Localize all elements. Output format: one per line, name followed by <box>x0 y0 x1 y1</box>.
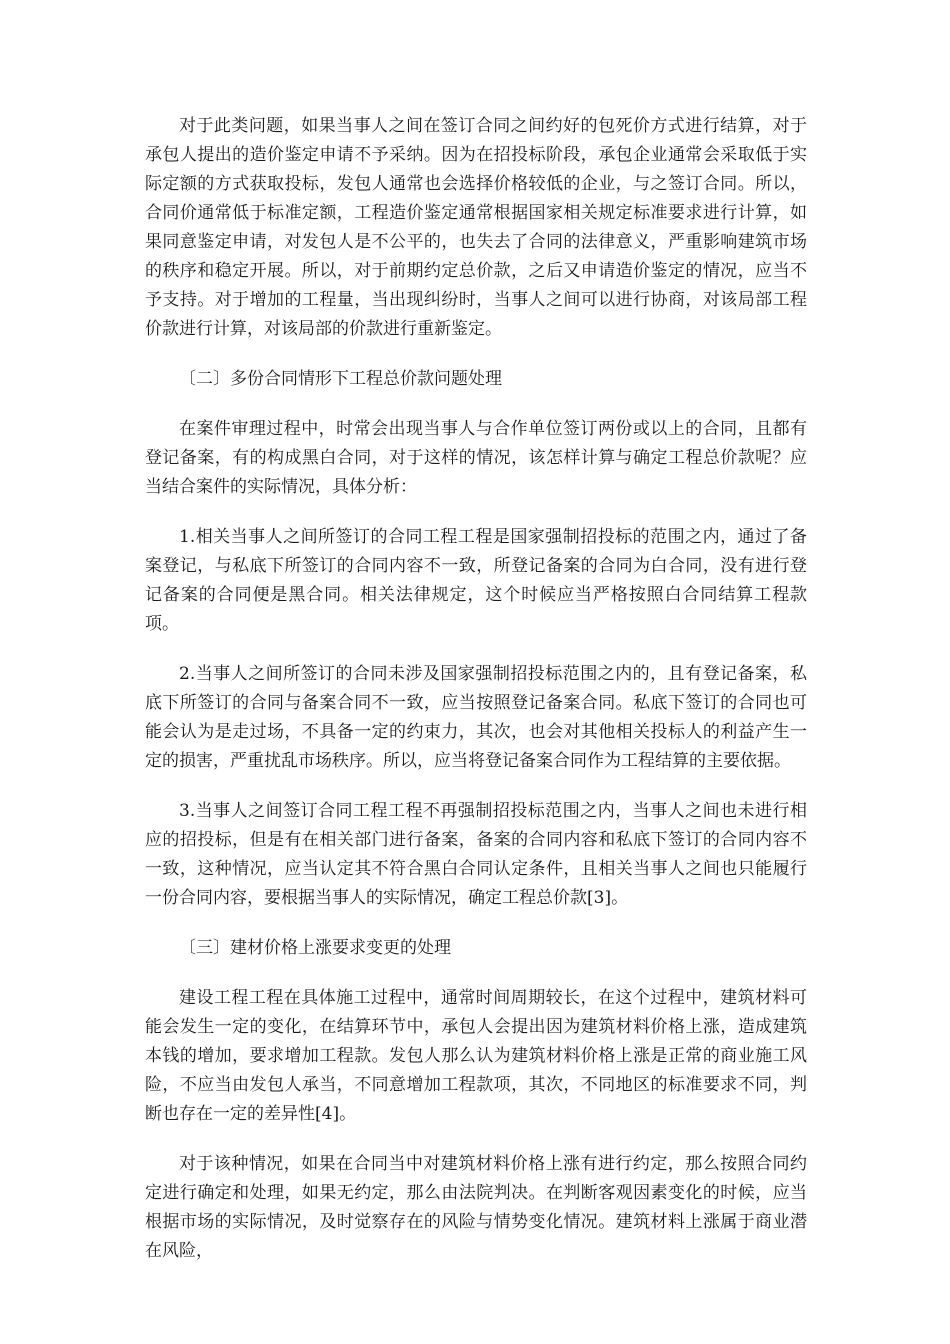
document-body <box>145 112 807 1287</box>
paragraph-lump-sum-price: 对于此类问题，如果当事人之间在签订合同之间约好的包死价方式进行结算，对于承包人提出的造价鉴定申请不予采纳。因为在招投标阶段，承包企业通常会采取低于实际定额的方式获取投标，发包人通常也会选择价格较低的企业，与之签订合同。所以，合同价通常低于标准定额，工程造价鉴定通常根据国家相关规定标准要求进行计算，如果同意鉴定申请，对发包人是不公平的，也失去了合同的法律意义，严重影响建筑市场的秩序和稳定开展。所以，对于前期约定总价款，之后又申请造价鉴定的情况，应当不予支持。对于增加的工程量，当出现纠纷时，当事人之间可以进行协商，对该局部工程价款进行计算，对该局部的价款进行重新鉴定。 <box>145 116 807 339</box>
list-item-2: 2.当事人之间所签订的合同未涉及国家强制招投标范围之内的，且有登记备案，私底下所签订的合同与备案合同不一致，应当按照登记备案合同。私底下签订的合同也可能会认为是走过场，不具备一定的约束力，其次，也会对其他相关投标人的利益产生一定的损害，严重扰乱市场秩序。所以，应当将登记备案合同作为工程结算的主要依据。 <box>145 664 807 771</box>
paragraph-case-review: 在案件审理过程中，时常会出现当事人与合作单位签订两份或以上的合同，且都有登记备案，有的构成黑白合同，对于这样的情况，该怎样计算与确定工程总价款呢？应当结合案件的实际情况，具体分析： <box>145 419 807 497</box>
list-item-3: 3.当事人之间签订合同工程工程不再强制招投标范围之内，当事人之间也未进行相应的招投标，但是有在相关部门进行备案，备案的合同内容和私底下签订的合同内容不一致，这种情况，应当认定其不符合黑白合同认定条件，且相关当事人之间也只能履行一份合同内容，要根据当事人的实际情况，确定工程总价款[3]。 <box>145 801 807 908</box>
paragraph-construction-period: 建设工程工程在具体施工过程中，通常时间周期较长，在这个过程中，建筑材料可能会发生一定的变化，在结算环节中，承包人会提出因为建筑材料价格上涨，造成建筑本钱的增加，要求增加工程款。发包人那么认为建筑材料价格上涨是正常的商业施工风险，不应当由发包人承当，不同意增加工程款项，其次，不同地区的标准要求不同，判断也存在一定的差异性[4]。 <box>145 988 807 1124</box>
paragraph-contract-agreement: 对于该种情况，如果在合同当中对建筑材料价格上涨有进行约定，那么按照合同约定进行确定和处理，如果无约定，那么由法院判决。在判断客观因素变化的时候，应当根据市场的实际情况，及时觉察存在的风险与情势变化情况。建筑材料上涨属于商业潜在风险， <box>145 1154 807 1261</box>
section-heading-material-prices: 〔三〕建材价格上涨要求变更的处理 <box>179 938 451 958</box>
list-item-1: 1.相关当事人之间所签订的合同工程工程是国家强制招投标的范围之内，通过了备案登记，与私底下所签订的合同内容不一致，所登记备案的合同为白合同，没有进行登记备案的合同便是黑合同。相关法律规定，这个时候应当严格按照白合同结算工程款项。 <box>145 527 807 634</box>
section-heading-multiple-contracts: 〔二〕多份合同情形下工程总价款问题处理 <box>179 369 502 389</box>
